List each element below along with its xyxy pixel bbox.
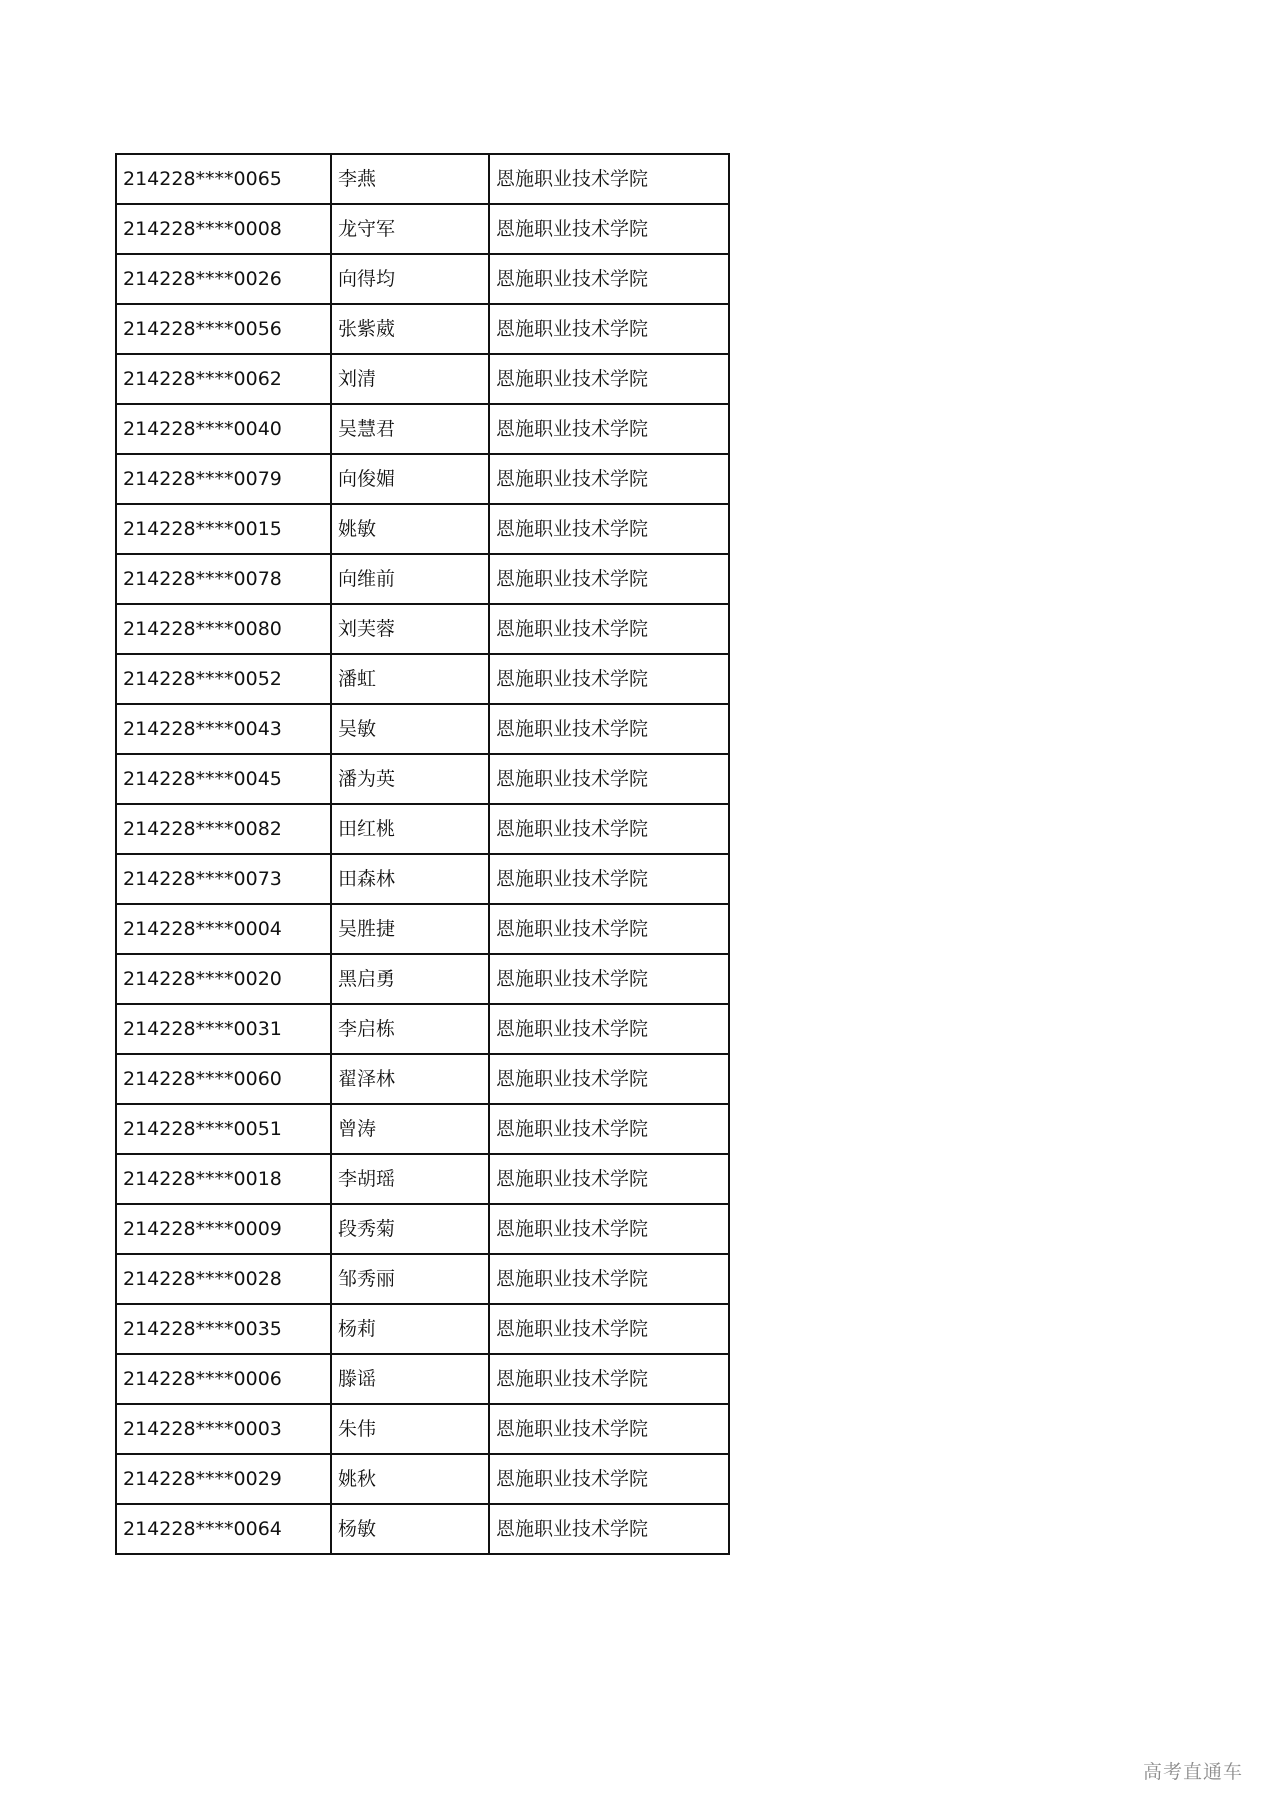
id-cell: 214228****0056 bbox=[116, 304, 331, 354]
school-cell: 恩施职业技术学院 bbox=[489, 1404, 729, 1454]
name-cell: 杨莉 bbox=[331, 1304, 489, 1354]
id-cell: 214228****0008 bbox=[116, 204, 331, 254]
table-row bbox=[116, 254, 729, 304]
school-cell: 恩施职业技术学院 bbox=[489, 1054, 729, 1104]
table-row bbox=[116, 1504, 729, 1554]
table-row bbox=[116, 854, 729, 904]
school-cell: 恩施职业技术学院 bbox=[489, 1254, 729, 1304]
table-row bbox=[116, 1004, 729, 1054]
id-cell: 214228****0004 bbox=[116, 904, 331, 954]
id-cell: 214228****0051 bbox=[116, 1104, 331, 1154]
name-cell: 姚敏 bbox=[331, 504, 489, 554]
name-cell: 张紫葳 bbox=[331, 304, 489, 354]
table-row bbox=[116, 554, 729, 604]
school-cell: 恩施职业技术学院 bbox=[489, 1304, 729, 1354]
table-row bbox=[116, 754, 729, 804]
table-row bbox=[116, 1354, 729, 1404]
id-cell: 214228****0006 bbox=[116, 1354, 331, 1404]
id-cell: 214228****0026 bbox=[116, 254, 331, 304]
id-cell: 214228****0009 bbox=[116, 1204, 331, 1254]
table-row bbox=[116, 654, 729, 704]
name-cell: 田森林 bbox=[331, 854, 489, 904]
school-cell: 恩施职业技术学院 bbox=[489, 354, 729, 404]
id-cell: 214228****0064 bbox=[116, 1504, 331, 1554]
table-row bbox=[116, 804, 729, 854]
table-row bbox=[116, 154, 729, 204]
id-cell: 214228****0040 bbox=[116, 404, 331, 454]
table-row bbox=[116, 1104, 729, 1154]
name-cell: 潘虹 bbox=[331, 654, 489, 704]
school-cell: 恩施职业技术学院 bbox=[489, 654, 729, 704]
table-row bbox=[116, 1404, 729, 1454]
school-cell: 恩施职业技术学院 bbox=[489, 1004, 729, 1054]
school-cell: 恩施职业技术学院 bbox=[489, 754, 729, 804]
name-cell: 姚秋 bbox=[331, 1454, 489, 1504]
table-row bbox=[116, 1304, 729, 1354]
table-row bbox=[116, 1454, 729, 1504]
name-cell: 李启栋 bbox=[331, 1004, 489, 1054]
name-cell: 吴胜捷 bbox=[331, 904, 489, 954]
school-cell: 恩施职业技术学院 bbox=[489, 954, 729, 1004]
name-cell: 朱伟 bbox=[331, 1404, 489, 1454]
id-cell: 214228****0079 bbox=[116, 454, 331, 504]
table-row bbox=[116, 604, 729, 654]
table-row bbox=[116, 454, 729, 504]
name-cell: 翟泽林 bbox=[331, 1054, 489, 1104]
school-cell: 恩施职业技术学院 bbox=[489, 904, 729, 954]
id-cell: 214228****0003 bbox=[116, 1404, 331, 1454]
id-cell: 214228****0080 bbox=[116, 604, 331, 654]
table-row bbox=[116, 304, 729, 354]
id-cell: 214228****0062 bbox=[116, 354, 331, 404]
table-row bbox=[116, 904, 729, 954]
school-cell: 恩施职业技术学院 bbox=[489, 204, 729, 254]
school-cell: 恩施职业技术学院 bbox=[489, 1354, 729, 1404]
name-cell: 潘为英 bbox=[331, 754, 489, 804]
table-row bbox=[116, 1154, 729, 1204]
id-cell: 214228****0060 bbox=[116, 1054, 331, 1104]
id-cell: 214228****0078 bbox=[116, 554, 331, 604]
watermark: 高考直通车 bbox=[1143, 1761, 1244, 1783]
id-cell: 214228****0073 bbox=[116, 854, 331, 904]
school-cell: 恩施职业技术学院 bbox=[489, 854, 729, 904]
name-cell: 田红桃 bbox=[331, 804, 489, 854]
table-row bbox=[116, 1254, 729, 1304]
roster-table bbox=[115, 153, 730, 1555]
id-cell: 214228****0015 bbox=[116, 504, 331, 554]
table-row bbox=[116, 704, 729, 754]
school-cell: 恩施职业技术学院 bbox=[489, 304, 729, 354]
school-cell: 恩施职业技术学院 bbox=[489, 404, 729, 454]
roster-table-body bbox=[116, 154, 729, 1554]
id-cell: 214228****0052 bbox=[116, 654, 331, 704]
school-cell: 恩施职业技术学院 bbox=[489, 454, 729, 504]
school-cell: 恩施职业技术学院 bbox=[489, 1204, 729, 1254]
name-cell: 吴慧君 bbox=[331, 404, 489, 454]
school-cell: 恩施职业技术学院 bbox=[489, 1454, 729, 1504]
id-cell: 214228****0065 bbox=[116, 154, 331, 204]
table-row bbox=[116, 404, 729, 454]
school-cell: 恩施职业技术学院 bbox=[489, 504, 729, 554]
school-cell: 恩施职业技术学院 bbox=[489, 1104, 729, 1154]
school-cell: 恩施职业技术学院 bbox=[489, 1154, 729, 1204]
name-cell: 吴敏 bbox=[331, 704, 489, 754]
name-cell: 向得均 bbox=[331, 254, 489, 304]
table-row bbox=[116, 954, 729, 1004]
table-row bbox=[116, 504, 729, 554]
id-cell: 214228****0035 bbox=[116, 1304, 331, 1354]
school-cell: 恩施职业技术学院 bbox=[489, 1504, 729, 1554]
school-cell: 恩施职业技术学院 bbox=[489, 804, 729, 854]
name-cell: 滕谣 bbox=[331, 1354, 489, 1404]
id-cell: 214228****0045 bbox=[116, 754, 331, 804]
school-cell: 恩施职业技术学院 bbox=[489, 604, 729, 654]
table-row bbox=[116, 204, 729, 254]
school-cell: 恩施职业技术学院 bbox=[489, 704, 729, 754]
name-cell: 曾涛 bbox=[331, 1104, 489, 1154]
name-cell: 黑启勇 bbox=[331, 954, 489, 1004]
name-cell: 邹秀丽 bbox=[331, 1254, 489, 1304]
id-cell: 214228****0029 bbox=[116, 1454, 331, 1504]
id-cell: 214228****0031 bbox=[116, 1004, 331, 1054]
name-cell: 向俊媚 bbox=[331, 454, 489, 504]
school-cell: 恩施职业技术学院 bbox=[489, 154, 729, 204]
school-cell: 恩施职业技术学院 bbox=[489, 254, 729, 304]
id-cell: 214228****0018 bbox=[116, 1154, 331, 1204]
id-cell: 214228****0043 bbox=[116, 704, 331, 754]
name-cell: 向维前 bbox=[331, 554, 489, 604]
id-cell: 214228****0082 bbox=[116, 804, 331, 854]
name-cell: 龙守军 bbox=[331, 204, 489, 254]
name-cell: 杨敏 bbox=[331, 1504, 489, 1554]
id-cell: 214228****0020 bbox=[116, 954, 331, 1004]
name-cell: 刘清 bbox=[331, 354, 489, 404]
id-cell: 214228****0028 bbox=[116, 1254, 331, 1304]
name-cell: 刘芙蓉 bbox=[331, 604, 489, 654]
school-cell: 恩施职业技术学院 bbox=[489, 554, 729, 604]
name-cell: 段秀菊 bbox=[331, 1204, 489, 1254]
name-cell: 李燕 bbox=[331, 154, 489, 204]
table-row bbox=[116, 354, 729, 404]
table-row bbox=[116, 1204, 729, 1254]
name-cell: 李胡瑶 bbox=[331, 1154, 489, 1204]
table-row bbox=[116, 1054, 729, 1104]
